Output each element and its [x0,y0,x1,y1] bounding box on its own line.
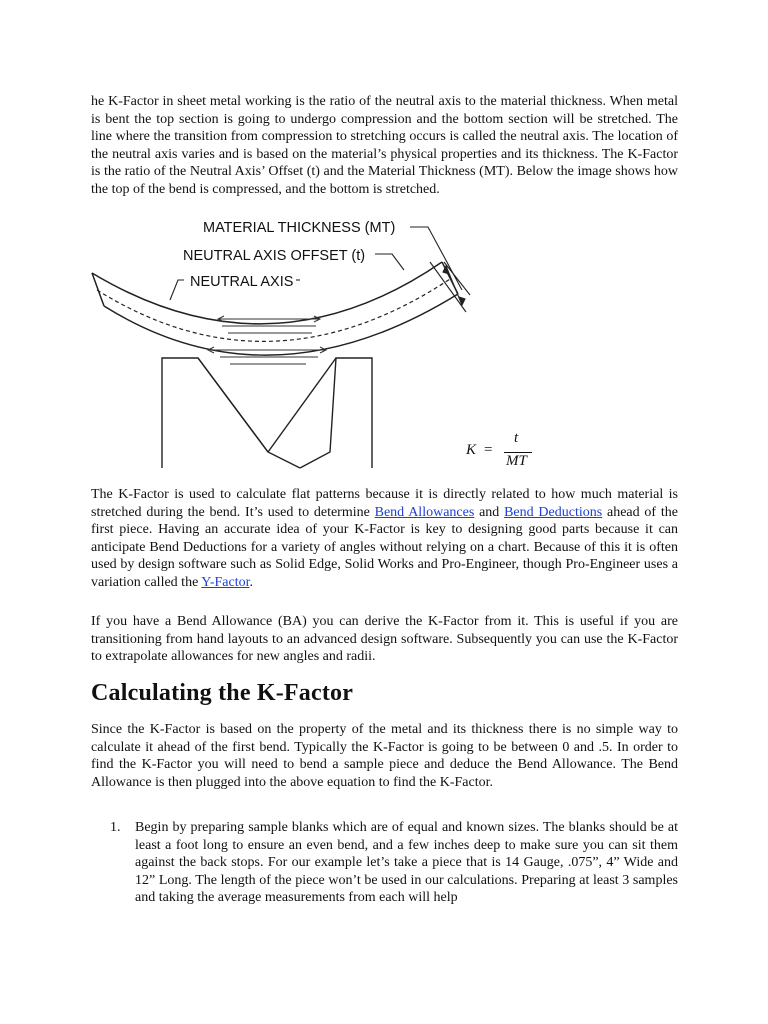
usage-paragraph [91,486,678,592]
label-leaders [170,227,470,312]
thickness-dimension [443,266,465,305]
list-item-number: 1. [110,820,121,835]
bend-deductions-link[interactable]: Bend Deductions [504,504,603,520]
usage-text-b: and [474,504,505,520]
y-factor-link[interactable]: Y-Factor [201,574,250,590]
formula-denominator: MT [506,453,527,469]
bend-allowances-link[interactable]: Bend Allowances [374,504,475,520]
bent-sheet [92,262,458,355]
label-neutral-axis-offset: NEUTRAL AXIS OFFSET (t) [183,248,366,264]
usage-text-d: . [249,574,253,590]
calc-paragraph: Since the K-Factor is based on the property of the metal and its thickness there is no simple way to calculate it ahead of the first bend. Typically the K-Factor is going to be between 0 and .5. In order to find the K-Factor you will need to bend a sample piece and deduce the Bend Allowance. The Bend Allowance is then plugged into the above equation to find the K-Factor. [91,722,678,790]
derive-paragraph: If you have a Bend Allowance (BA) you can derive the K-Factor from it. This is useful if you are transitioning from hand layouts to an advanced design software. Subsequently you can use the K-Factor to extrapolate allowances for new angles and radii. [91,614,678,665]
list-item-text: Begin by preparing sample blanks which are of equal and known sizes. The blanks should be at least a foot long to ensure an even bend, and a few inches deep to make sure you can sit them against the back stops. For our example let’s take a piece that is 14 Gauge, .075”, 4” Wide and 12” Long. The length of the piece won’t be used in our calculations. Preparing at least 3 samples and taking the average measurements from each will help [135,820,678,906]
formula-numerator: t [514,430,519,446]
usage-text-c: ahead of the first piece. Having an accurate idea of your K-Factor is key to designing good parts because it can anticipate Bend Deductions for a variety of angles without relying on a chart. Because of this it is often used by design software such as Solid Edge, Solid Works and Pro-Engineer, though Pro-Engineer uses a variation called the [91,504,678,590]
stress-arrows [208,316,326,364]
label-material-thickness: MATERIAL THICKNESS (MT) [203,220,396,236]
die-block [162,358,372,468]
formula-equals: = [484,442,493,458]
section-heading: Calculating the K-Factor [91,680,354,706]
usage-text-a: The K-Factor is used to calculate flat patterns because it is directly related to how much material is stretched during the bend. It’s used to determine [91,487,678,520]
formula-lhs: K [466,442,477,458]
label-neutral-axis: NEUTRAL AXIS [190,274,294,290]
intro-paragraph: he K-Factor in sheet metal working is the ratio of the neutral axis to the material thickness. When metal is bent the top section is going to undergo compression and the bottom section will be stretched. The line where the transition from compression to stretching occurs is called the neutral axis. The location of the neutral axis varies and is based on the material’s physical properties and its thickness. The K-Factor is the ratio of the Neutral Axis’ Offset (t) and the Material Thickness (MT). Below the image shows how the top of the bend is compressed, and the bottom is stretched. [91,94,678,197]
neutral-axis-line [97,279,450,341]
